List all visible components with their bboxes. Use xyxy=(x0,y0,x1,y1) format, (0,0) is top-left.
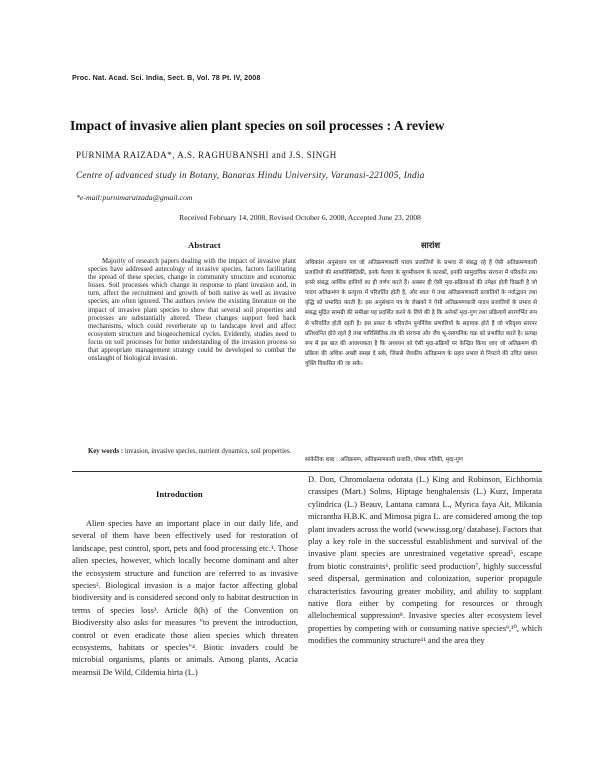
introduction-heading: Introduction xyxy=(156,489,203,499)
abstract-text: Majority of research papers dealing with the impact of invasive plant species have addressed autecology of invasive species, factors facilitating the spread of these species, change in community structure and economic losses. Soil processes which change in response to plant invasion and, in turn, affect the recruitment and growth of both native as well as invasive species, are often ignored. The authors review the existing literature on the impact of invasive plant species to show that several soil properties and processes are substantially altered. These changes support feed back mechanisms, which could reverberate up to landscape level and affect ecosystem structure and biogeochemical cycles. Evidently, studies need to focus on soil processes for better understanding of the invasion process so that appropriate management strategy could be developed to combat the onslaught of biological invasion. xyxy=(88,258,296,363)
author-list: PURNIMA RAIZADA*, A.S. RAGHUBANSHI and J.S. SINGH xyxy=(76,150,337,160)
received-dates: Received February 14, 2008, Revised October 6, 2008, Accepted June 23, 2008 xyxy=(179,213,421,222)
keywords-text: invasion, invasive species, nutrient dynamics, soil properties. xyxy=(124,448,292,455)
hindi-abstract-text: अधिकांश अनुसंधान पत्र जो अतिक्रमणकारी पादप प्रजातियों के प्रभाव से संबद्ध रहे हैं ऐसी अतिक्रमणकारी प्रजातियों की स्वपारिस्थितिकी, इनके फैलाव के सुगमीकरण के कारकों, इनकी सामुदायिक संरचना में परिवर्तन तथा इनसे संबद्ध आर्थिक हानियों का ही वर्णन करते हैं। अक्सर ही ऐसी मृदा-प्रक्रियाओं की उपेक्षा होती दिखती है जो पादप अतिक्रमण के प्रत्युत्तर में परिवर्तित होती है, और स्वतः ये तथा अतिक्रमणकारी प्रजातियों के नवोद्भवन तथा वृद्धि को प्रभावित करती है। इस अनुसंधान पत्र के लेखकों ने ऐसी अतिक्रमणकारी पादप प्रजातियों के प्रभाव से संबद्ध मुद्रित सामग्री की समीक्षा यह प्रदर्शित करने के लिये की है कि अनेकों मृदा-गुण तथा प्रक्रियायें सारगर्भित रूप से परिवर्तित होती रहती है। इस प्रकार के परिवर्तन पुनर्निवेश प्रणालियों के सहायक होते हैं जो परिदृश्य स्तरपर प्रतिध्वनित होते रहते है तथा पारिस्थितिक तंत्र की संरचना और जैव भू-रसायनिक चक्र को प्रभावित करते है। प्रत्यक्ष रूप में इस बात की आवश्यकता है कि अध्ययन को ऐसी मृदा-प्रक्रियों पर केन्द्रित किया जाए जो अतिक्रमण की प्रक्रिया की अधिक अच्छी समझ दे सके, जिससे जैवकीय अतिक्रमण के प्रहार प्रभाव से निपटने की उचित प्रबंधन युक्ति विकसित की जा सके। xyxy=(305,260,537,367)
hindi-keywords: सांकेतिक शब्द : अतिक्रमण, अतिक्रमणकारी प्रजाति, पोषक गतिकी, मृदा-गुण xyxy=(305,457,463,463)
keywords xyxy=(88,448,296,456)
hindi-abstract-heading: सारांश xyxy=(421,240,441,250)
introduction-right-column: D. Don, Chromolaena odorata (L.) King and Robinson, Eichhornia crassipes (Mart.) Solms, Hiptage benghalensis (L.) Kurz, Imperata cylindrica (L.) Beauv, Lantana camara L., Myrica faya Ait, Mikania micrantha H.B.K. and Mimosa pigra L. are considered among the top plant invaders across the world (www.issg.org/ database). Factors that play a key role in the successful establishment and survival of the invasive plant species are unrestrained vegetative spread⁵, escape from biotic constraints⁶, prolific seed production⁷, highly successful seed dispersal, germination and colonization, superior propagule characteristics favouring greater mobility, and ability to supplant native flora either by competing for resources or through allelochemical suppression⁸. Invasive species alter ecosystem level properties by competing with or consuming native species⁹,¹⁰, which modifies the community structure¹¹ and the area they xyxy=(308,475,542,646)
section-divider xyxy=(72,471,542,472)
introduction-left-column: Alien species have an important place in our daily life, and several of them have been effectively used for restoration of landscape, pest control, sport, pets and food processing etc.¹. Those alien species, however, which locally become dominant and alter the ecosystem structure and function are referred to as invasive species². Biological invasion is a major factor affecting global biodiversity and is considered second only to habitat destruction in terms of species loss³. Article 8(h) of the Convention on Biodiversity also asks for measures "to prevent the introduction, control or even eradicate those alien species which threaten ecosystems, habitats or species"⁴. Biotic invaders could be microbial organisms, plants or animals. Among plants, Acacia mearnsii De Wild, Cildemia hirta (L.) xyxy=(72,519,298,677)
affiliation: Centre of advanced study in Botany, Banaras Hindu University, Varanasi-221005, India xyxy=(76,170,425,180)
author-email: *e-mail:purnimaraizada@gmail.com xyxy=(76,193,193,202)
abstract-heading: Abstract xyxy=(188,240,221,250)
keywords-label: Key words : xyxy=(88,448,124,455)
paper-title: Impact of invasive alien plant species on soil processes : A review xyxy=(70,118,445,133)
journal-citation: Proc. Nat. Acad. Sci. India, Sect. B, Vol. 78 Pt. IV, 2008 xyxy=(72,73,261,82)
